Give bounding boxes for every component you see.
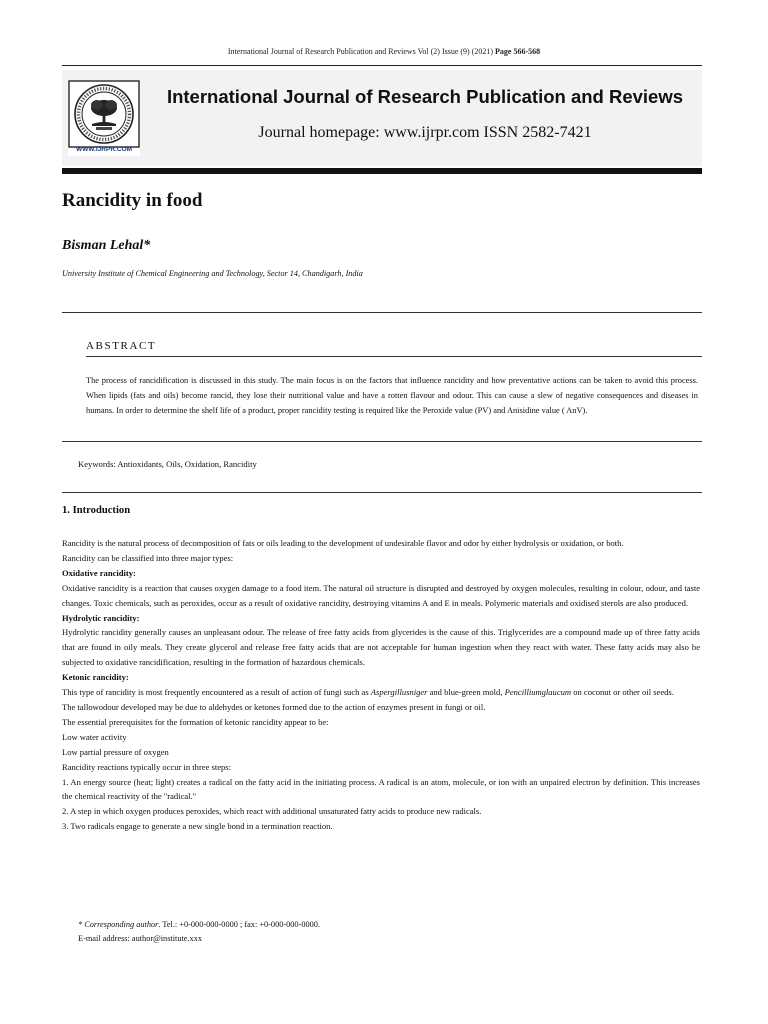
body-paragraph: Oxidative rancidity is a reaction that causes oxygen damage to a food item. The natural oil structure is disrupted and destroyed by oxygen molecules, resulting in colour, odour, and taste changes. Toxic chemicals, such as peroxides, occur as a result of oxidative rancidity, destroying vitamins A and E in meals. Polymeric materials and oxidised sterols are also produced. [62, 582, 700, 608]
footnote-email: E-mail address: author@institute.xxx [78, 934, 203, 943]
section-body [62, 536, 700, 834]
abstract-text [86, 373, 698, 418]
body-paragraph: 1. An energy source (heat; light) creates a radical on the fatty acid in the initiating process. A radical is an atom, molecule, or ion with an unpaired electron by definition. This increases the chemical reactivity of the "radical." [62, 776, 700, 802]
author-affiliation: University Institute of Chemical Engineering and Technology, Sector 14, Chandigarh, India [62, 269, 363, 278]
author-name: Bisman Lehal* [62, 238, 151, 253]
body-paragraph: Low water activity [62, 731, 127, 742]
abstract-paragraph: The process of rancidification is discussed in this study. The main focus is on the factors that influence rancidity and how preventative actions can be taken to avoid this process. When lipids (fats and oils) become rancid, they lose their nutritional value and have a rotten flavour and odour. This can cause a slew of negative consequences and diseases in humans. In order to determine the shelf life of a product, proper rancidity testing is required like the Peroxide value (PV) and Anisidine value ( AnV). [86, 376, 698, 415]
body-paragraph: Rancidity is the natural process of decomposition of fats or oils leading to the development of undesirable flavor and odor by either hydrolysis or oxidation, or both. [62, 538, 624, 548]
logo-url-text: WWW.IJRPR.COM [76, 146, 132, 153]
journal-title: International Journal of Research Publication and Reviews [166, 86, 684, 107]
corresponding-author-label: * Corresponding author [78, 920, 159, 929]
body-paragraph: 3. Two radicals engage to generate a new single bond in a termination reaction. [62, 821, 333, 832]
section-heading: 1. Introduction [62, 505, 131, 516]
contact-details: . Tel.: +0-000-000-0000 ; fax: +0-000-000-0000. [158, 920, 321, 929]
journal-banner [62, 70, 702, 166]
body-paragraph: 2. A step in which oxygen produces peroxides, which react with additional unsaturated fatty acids to produce new radicals. [62, 806, 482, 817]
body-paragraph: Rancidity can be classified into three major types: [62, 552, 234, 563]
text-run: This type of rancidity is most frequently encountered as a result of action of fungi such as [62, 687, 371, 698]
species-name: Pencilliumglaucum [504, 687, 572, 698]
journal-homepage-line: Journal homepage: www.ijrpr.com ISSN 2582-7421 [258, 124, 592, 141]
body-paragraph: The essential prerequisites for the formation of ketonic rancidity appear to be: [62, 716, 329, 727]
abstract-heading: ABSTRACT [86, 340, 157, 352]
keywords-divider [62, 492, 702, 493]
text-run: and blue-green mold, [427, 687, 505, 698]
title-divider [62, 312, 702, 313]
banner-thick-rule [62, 168, 702, 174]
abstract-end-divider [62, 441, 702, 442]
body-paragraph-ketonic [62, 685, 700, 700]
journal-logo [68, 80, 140, 156]
header-divider [62, 65, 702, 66]
subheading-oxidative: Oxidative rancidity: [62, 567, 136, 578]
body-paragraph: The tallowodour developed may be due to aldehydes or ketones formed due to the action of enzymes present in fungi or oil. [62, 701, 486, 712]
body-paragraph: Rancidity reactions typically occur in three steps: [62, 761, 231, 772]
running-head-journal: International Journal of Research Publication and Reviews Vol (2) Issue (9) (2021) [227, 47, 494, 56]
subheading-hydrolytic: Hydrolytic rancidity: [62, 612, 140, 623]
tree-seal-icon [68, 80, 140, 148]
abstract-divider [86, 356, 702, 357]
footnote-contact [78, 918, 320, 932]
subheading-ketonic: Ketonic rancidity: [62, 672, 129, 683]
running-head [0, 47, 768, 56]
body-paragraph: Hydrolytic rancidity generally causes an unpleasant odour. The release of free fatty acids from glycerides is the cause of this. Triglycerides are a compound made up of three fatty acids that are found in oily meals. They create glycerol and release free fatty acids that are not acceptable for human ingestion when they react with water. These fatty acids may also be subjected to oxidative rancidification, resulting in the formation of hazardous chemicals. [62, 627, 700, 668]
keywords: Keywords: Antioxidants, Oils, Oxidation, Rancidity [78, 459, 257, 469]
body-paragraph: Low partial pressure of oxygen [62, 746, 169, 757]
running-head-pages: Page 566-568 [495, 47, 541, 56]
species-name: Aspergillusniger [370, 687, 428, 698]
text-run: on coconut or other oil seeds. [571, 687, 674, 698]
paper-title: Rancidity in food [62, 190, 203, 211]
footnote [78, 918, 320, 946]
